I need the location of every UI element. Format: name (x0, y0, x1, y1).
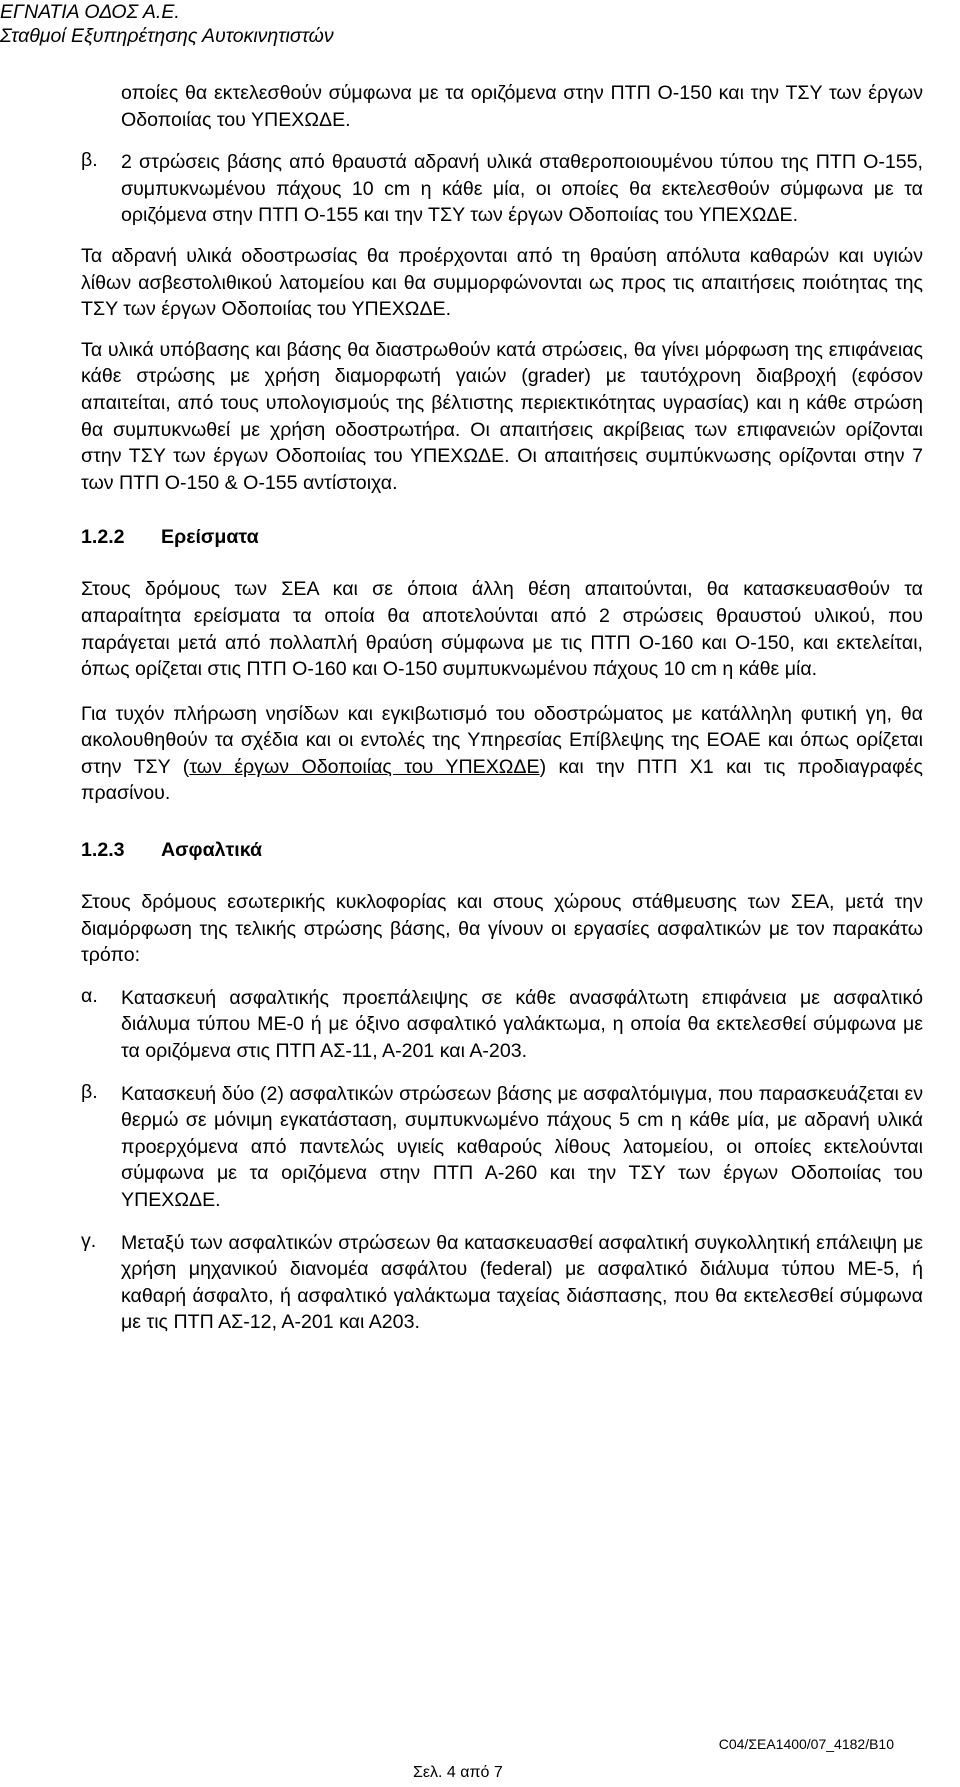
section-heading-1-2-3 (81, 837, 923, 863)
list-marker: β. (81, 1080, 98, 1103)
section-number: 1.2.2 (81, 526, 125, 549)
list-item-a-prime-coat (81, 985, 923, 1065)
list-item-b-base-layers (81, 149, 923, 229)
list-item-b-asphalt-base (81, 1081, 923, 1214)
layers-paragraph: Τα υλικά υπόβασης και βάσης θα διαστρωθούν κατά στρώσεις, θα γίνει μόρφωση της επιφάνειας κάθε στρώσης με χρήση διαμορφωτή γαιών (grader) με ταυτόχρονη διαβροχή (εφόσον απαιτείται, από τους υπολογισμούς της βέλτιστης περιεκτικότητας υγρασίας) και η κάθε στρώση θα συμπυκνωθεί με χρήση οδοστρωτήρα. Οι απαιτήσεις ακρίβειας των επιφανειών ορίζονται στην ΤΣΥ των έργων Οδοποιίας του ΥΠΕΧΩΔΕ. Οι απαιτήσεις συμπύκνωσης ορίζονται στην 7 των ΠΤΠ Ο-150 & Ο-155 αντίστοιχα. (81, 338, 923, 494)
shoulders-paragraph: Στους δρόμους των ΣΕΑ και σε όποια άλλη θέση απαιτούνται, θα κατασκευασθούν τα απαραίτητα ερείσματα τα οποία θα αποτελούνται από 2 στρώσεις θραυστού υλικού, που παράγεται μετά από πολλαπλή θραύση σύμφωνα με τις ΠΤΠ Ο-160 και Ο-150, και εκτελείται, όπως ορίζεται στις ΠΤΠ Ο-160 και Ο-150 συμπυκνωμένου πάχους 10 cm η κάθε μία. (81, 578, 923, 681)
asphalt-intro-paragraph: Στους δρόμους εσωτερικής κυκλοφορίας και στους χώρους στάθμευσης των ΣΕΑ, μετά την διαμόρφωση της τελικής στρώσης βάσης, θα γίνουν οι εργασίες ασφαλτικών με τον παρακάτω τρόπο: (81, 891, 923, 967)
header-unit: Σταθμοί Εξυπηρέτησης Αυτοκινητιστών (0, 25, 334, 47)
list-item-c-tack-coat (81, 1230, 923, 1336)
islands-paragraph (81, 701, 923, 807)
page-header (0, 0, 334, 48)
page-number: Σελ. 4 από 7 (413, 1764, 503, 1781)
document-code: C04/ΣΕΑ1400/07_4182/B10 (718, 1736, 894, 1752)
list-marker: α. (81, 984, 98, 1007)
section-heading-1-2-2 (81, 524, 923, 550)
list-item-text: Μεταξύ των ασφαλτικών στρώσεων θα κατασκευασθεί ασφαλτική συγκολλητική επάλειψη με χρήση μηχανικού διανομέα ασφάλτου (federal) με ασφαλτικό διάλυμα τύπου ΜΕ-5, ή καθαρή άσφαλτο, ή ασφαλτικό γαλάκτωμα ταχείας διάσπασης, που θα εκτελεσθεί σύμφωνα με τις ΠΤΠ ΑΣ-12, Α-201 και Α203. (121, 1231, 923, 1334)
list-marker: γ. (81, 1229, 97, 1252)
islands-text-end: ) και την ΠΤΠ Χ1 και τις προδιαγραφές πρασίνου. (81, 755, 923, 805)
header-company: ΕΓΝΑΤΙΑ ΟΔΟΣ Α.Ε. (0, 1, 180, 23)
islands-text-start: Για τυχόν πλήρωση νησίδων και εγκιβωτισμό του οδοστρώματος με κατάλληλη φυτική γη, θα ακολουθηθούν τα σχέδια και οι εντολές της Υπηρεσίας Επίβλεψης της ΕΟΑΕ και όπως ορίζεται στην ΤΣΥ ( (81, 702, 923, 778)
document-body (81, 80, 923, 1336)
list-item-text: Κατασκευή ασφαλτικής προεπάλειψης σε κάθε ανασφάλτωτη επιφάνεια με ασφαλτικό διάλυμα τύπου ΜΕ-0 ή με όξινο ασφαλτικό γαλάκτωμα, η οποία θα εκτελεσθεί σύμφωνα με τα οριζόμενα στις ΠΤΠ ΑΣ-11, Α-201 και Α-203. (121, 986, 923, 1063)
list-marker: β. (81, 149, 98, 172)
section-title: Ασφαλτικά (161, 839, 263, 862)
list-item-text: Κατασκευή δύο (2) ασφαλτικών στρώσεων βάσης με ασφαλτόμιγμα, που παρασκευάζεται εν θερμώ σε μόνιμη εγκατάσταση, συμπυκνωμένο πάχους 5 cm η κάθε μία, με αδρανή υλικά προερχόμενα από παντελώς υγιείς καθαρούς λίθους λατομείου, οι οποίες εκτελούνται σύμφωνα με τα οριζόμενα στην ΠΤΠ Α-260 και την ΤΣΥ των έργων Οδοποιίας του ΥΠΕΧΩΔΕ. (121, 1082, 923, 1211)
section-title: Ερείσματα (161, 526, 259, 549)
underlined-reference: των έργων Οδοποιίας του ΥΠΕΧΩΔΕ (189, 755, 540, 778)
section-number: 1.2.3 (81, 839, 125, 862)
continuation-paragraph: οποίες θα εκτελεσθούν σύμφωνα με τα οριζόμενα στην ΠΤΠ Ο-150 και την ΤΣΥ των έργων Οδοποιίας του ΥΠΕΧΩΔΕ. (121, 82, 923, 131)
aggregates-paragraph: Τα αδρανή υλικά οδοστρωσίας θα προέρχονται από τη θραύση απόλυτα καθαρών και υγιών λίθων ασβεστολιθικού λατομείου και θα συμμορφώνονται ως προς τις απαιτήσεις ποιότητας της ΤΣΥ των έργων Οδοποιίας του ΥΠΕΧΩΔΕ. (81, 244, 923, 321)
list-item-text: 2 στρώσεις βάσης από θραυστά αδρανή υλικά σταθεροποιουμένου τύπου της ΠΤΠ Ο-155, συμπυκνωμένου πάχους 10 cm η κάθε μία, οι οποίες θα εκτελεσθούν σύμφωνα με τα οριζόμενα στην ΠΤΠ Ο-155 και την ΤΣΥ των έργων Οδοποιίας του ΥΠΕΧΩΔΕ. (121, 151, 923, 227)
